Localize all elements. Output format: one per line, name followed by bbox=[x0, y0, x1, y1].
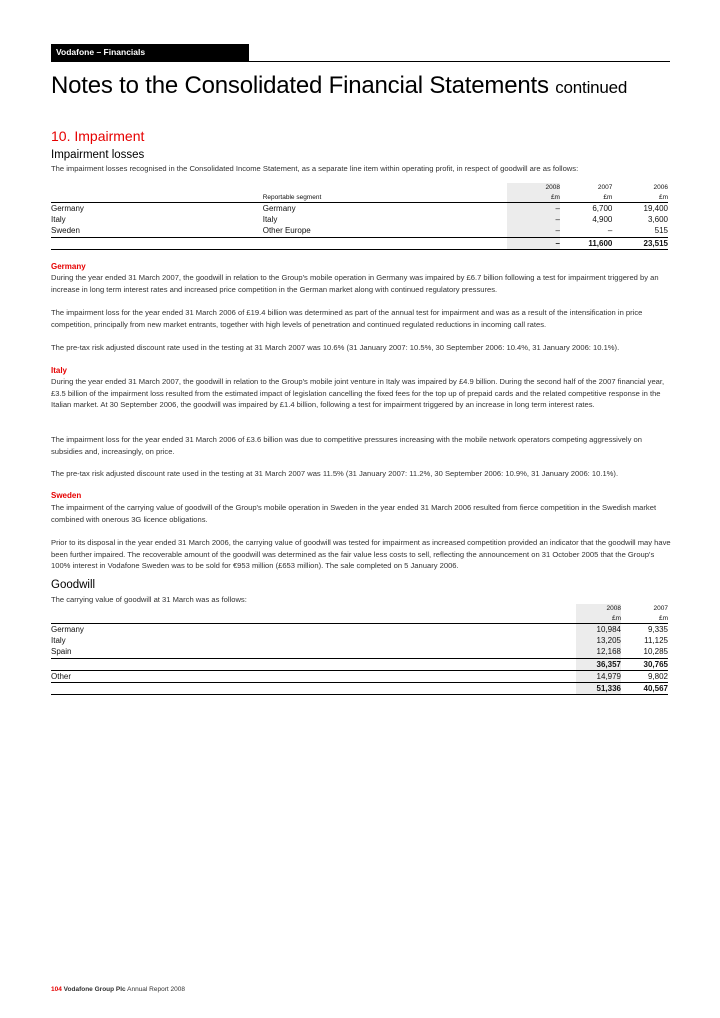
cell-value: – bbox=[507, 214, 560, 225]
cell-value: 14,979 bbox=[576, 670, 621, 682]
column-unit: £m bbox=[658, 193, 668, 201]
section-header-bar: Vodafone – Financials bbox=[51, 44, 249, 61]
cell-value: 515 bbox=[621, 225, 668, 237]
column-unit: £m bbox=[576, 614, 621, 624]
segment-column-header: Reportable segment bbox=[262, 193, 322, 201]
germany-paragraph-1: During the year ended 31 March 2007, the goodwill in relation to the Group's mobile operation in Germany was impaired by £6.7 billion following a test for impairment triggered by an increase in long term interest rates and increased price competition in the German market along with continued regulatory pressures. bbox=[51, 273, 659, 294]
subtotal-value: 36,357 bbox=[576, 658, 621, 670]
table-row bbox=[51, 214, 668, 225]
row-label: Sweden bbox=[51, 225, 263, 237]
cell-value: 10,984 bbox=[576, 624, 621, 636]
cell-value: 19,400 bbox=[621, 203, 668, 215]
cell-value: 6,700 bbox=[560, 203, 612, 215]
sweden-paragraph-1: The impairment of the carrying value of goodwill of the Group's mobile operation in Sweden in the year ended 31 March 2006 resulted from fierce competition in the Swedish market combined with onerous 3G licence obligations. bbox=[51, 503, 657, 524]
footer-report: Annual Report 2008 bbox=[127, 986, 185, 993]
row-segment: Italy bbox=[262, 215, 278, 225]
italy-paragraph-2: The impairment loss for the year ended 31 March 2006 of £3.6 billion was due to competitive pressures increasing with the mobile network operators competing aggressively on subsidies and, increasingly, on price. bbox=[51, 435, 642, 456]
cell-value: 13,205 bbox=[576, 635, 621, 646]
page-title bbox=[51, 72, 627, 100]
header-rule bbox=[51, 61, 670, 62]
table-row bbox=[51, 203, 668, 215]
column-header-year: 2008 bbox=[576, 604, 621, 614]
cell-value: 9,802 bbox=[621, 670, 668, 682]
column-header-year: 2007 bbox=[653, 605, 668, 612]
column-unit: £m bbox=[603, 193, 613, 201]
cell-value: 12,168 bbox=[576, 646, 621, 658]
page-number: 104 bbox=[51, 986, 62, 993]
row-segment: Other Europe bbox=[263, 225, 507, 237]
table-unit-row bbox=[51, 193, 668, 203]
sweden-paragraph-2: Prior to its disposal in the year ended 31 March 2006, the carrying value of goodwill was tested for impairment as increased competition provided an indicator that the goodwill may have been further impaired. The recoverable amount of the goodwill was determined as the fair value less costs to sell, reflecting the announcement on 31 October 2005 that the Group's 100% interest in Vodafone Sweden was to be sold for €953 million (£653 million). The sale completed on 5 January 2006. bbox=[51, 538, 671, 570]
italy-paragraph-1: During the year ended 31 March 2007, the goodwill in relation to the Group's mobile joint venture in Italy was impaired by £4.9 billion. During the second half of the 2007 financial year, £3.5 billion of the impairment loss resulted from the estimated impact of legislation cancelling the fixed fees for the top up of prepaid cards and the related competitive response in the Italian market. At 30 September 2006, the goodwill was impaired by £1.4 billion, following a test for impairment triggered by an increase in long term interest rates. bbox=[51, 377, 665, 409]
total-value: 11,600 bbox=[560, 237, 612, 249]
table-header-row bbox=[51, 604, 668, 614]
goodwill-intro: The carrying value of goodwill at 31 March was as follows: bbox=[51, 595, 247, 604]
page-title-suffix: continued bbox=[555, 78, 628, 97]
column-header-year: 2007 bbox=[597, 184, 613, 191]
row-segment: Germany bbox=[263, 203, 507, 215]
cell-value: 4,900 bbox=[592, 215, 613, 225]
column-unit: £m bbox=[507, 193, 560, 203]
row-label: Italy bbox=[51, 636, 66, 646]
germany-paragraph-2: The impairment loss for the year ended 31 March 2006 of £19.4 billion was determined as part of the annual test for impairment and was as a result of the intensification in price competition, principally from new market entrants, together with high levels of penetration and continued regulated reductions in incoming call rates. bbox=[51, 308, 643, 329]
table-unit-row bbox=[51, 614, 668, 624]
row-label: Italy bbox=[51, 215, 66, 225]
germany-heading: Germany bbox=[51, 262, 86, 271]
table-row bbox=[51, 225, 668, 237]
germany-paragraph-3: The pre-tax risk adjusted discount rate used in the testing at 31 March 2007 was 10.6% (31 January 2007: 10.5%, 30 September 2006: 10.4%, 31 January 2006: 10.1%). bbox=[51, 343, 620, 352]
cell-value: – bbox=[507, 225, 560, 237]
goodwill-subtitle: Goodwill bbox=[51, 579, 96, 591]
impairment-losses-intro: The impairment losses recognised in the Consolidated Income Statement, as a separate line item within operating profit, in respect of goodwill are as follows: bbox=[51, 164, 579, 173]
row-label: Other bbox=[51, 670, 576, 682]
goodwill-table bbox=[51, 604, 668, 695]
cell-value: – bbox=[507, 203, 560, 215]
impairment-losses-subtitle: Impairment losses bbox=[51, 149, 145, 161]
subtotal-value: 30,765 bbox=[643, 659, 668, 669]
total-value: 23,515 bbox=[621, 237, 668, 249]
italy-paragraph-3: The pre-tax risk adjusted discount rate used in the testing at 31 March 2007 was 11.5% (31 January 2007: 11.2%, 30 September 2006: 10.9%, 31 January 2006: 10.1%). bbox=[51, 469, 619, 478]
section-title: 10. Impairment bbox=[51, 128, 145, 144]
cell-value: 11,125 bbox=[644, 636, 668, 646]
sweden-heading: Sweden bbox=[51, 491, 82, 500]
column-header-year: 2008 bbox=[507, 183, 560, 193]
column-unit: £m bbox=[658, 614, 668, 622]
impairment-losses-table bbox=[51, 183, 668, 250]
total-value: – bbox=[507, 237, 560, 249]
footer-company: Vodafone Group Plc bbox=[63, 986, 126, 993]
column-header-year: 2006 bbox=[653, 184, 668, 191]
total-value: 40,567 bbox=[621, 683, 668, 695]
cell-value: 3,600 bbox=[647, 215, 668, 225]
table-subtotal-row bbox=[51, 658, 668, 670]
row-label: Germany bbox=[51, 203, 263, 215]
row-label: Spain bbox=[51, 646, 576, 658]
cell-value: 10,285 bbox=[621, 646, 668, 658]
italy-heading: Italy bbox=[51, 366, 68, 375]
page-title-text: Notes to the Consolidated Financial Statements bbox=[51, 72, 549, 99]
table-row bbox=[51, 646, 668, 658]
row-label: Germany bbox=[51, 624, 576, 636]
cell-value: – bbox=[560, 225, 612, 237]
table-header-row bbox=[51, 183, 668, 193]
table-row bbox=[51, 635, 668, 646]
table-row bbox=[51, 670, 668, 682]
table-total-row bbox=[51, 683, 668, 695]
total-value: 51,336 bbox=[576, 683, 621, 695]
cell-value: 9,335 bbox=[621, 624, 668, 636]
table-row bbox=[51, 624, 668, 636]
page-footer bbox=[51, 986, 185, 993]
table-total-row bbox=[51, 237, 668, 249]
